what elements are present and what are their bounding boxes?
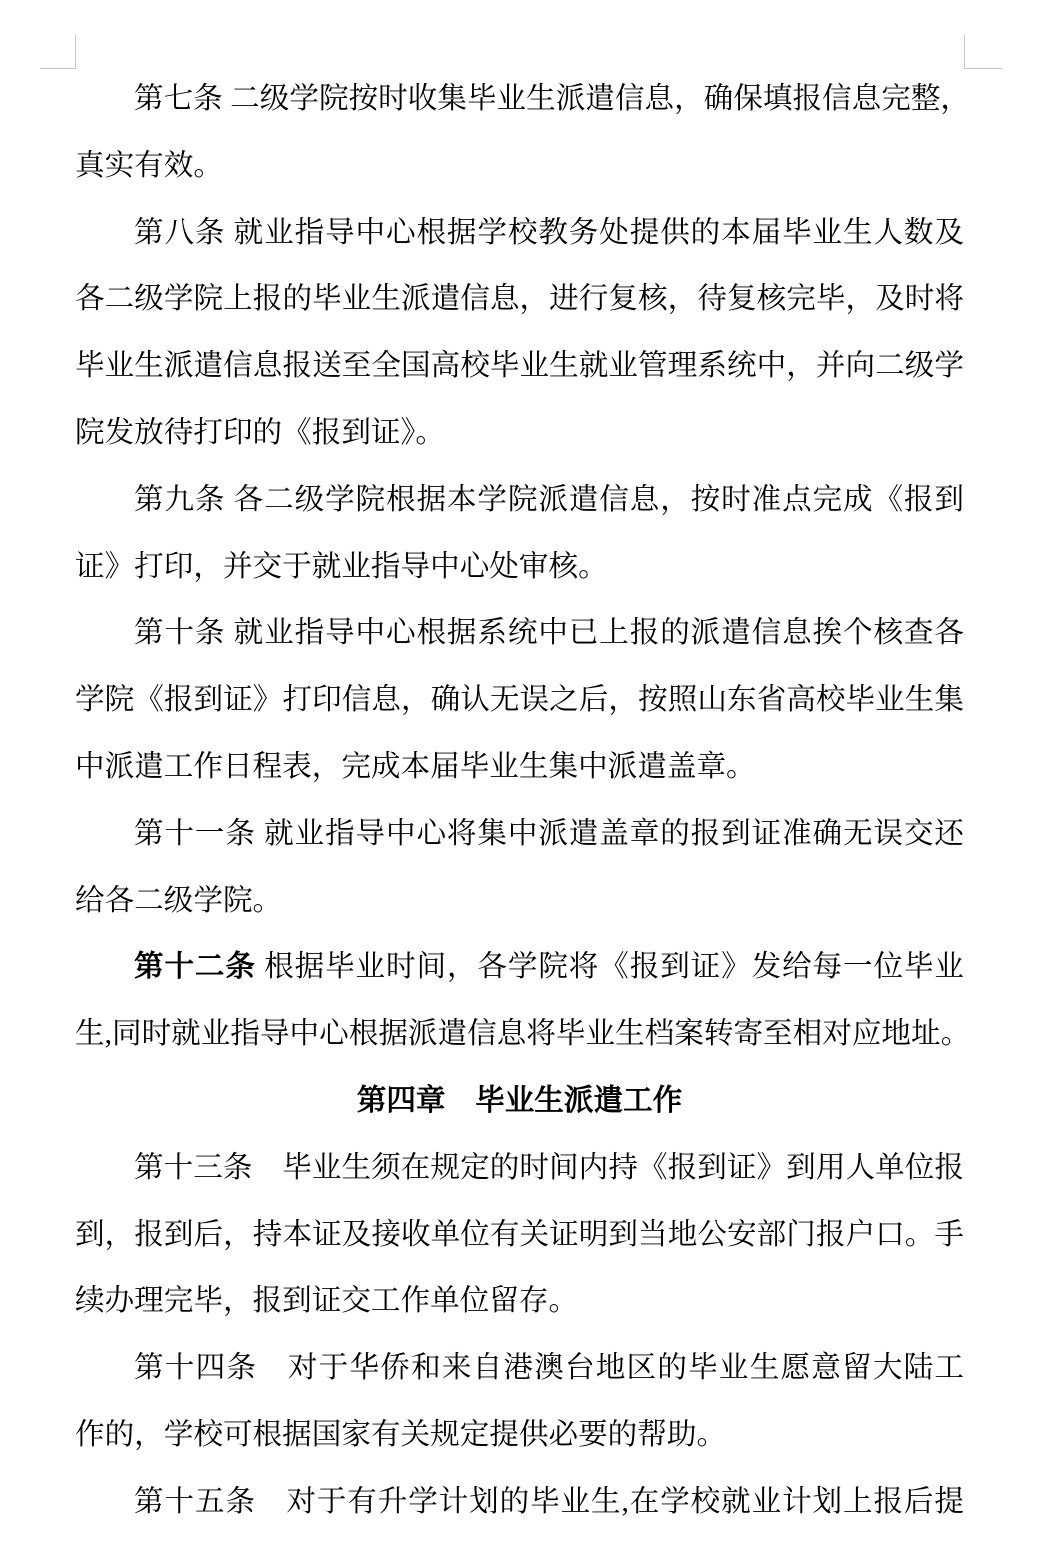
text-line	[75, 1469, 964, 1536]
text-line	[75, 133, 964, 200]
text-run: 证》打印，并交于就业指导中心处审核。	[75, 550, 608, 583]
text-run: 学院《报到证》打印信息，确认无误之后，按照山东省高校毕业生集	[75, 684, 964, 717]
text-run: 续办理完毕，报到证交工作单位留存。	[75, 1285, 579, 1318]
text-run: 真实有效。	[75, 149, 223, 182]
text-line	[75, 534, 964, 601]
text-run: 第九条 各二级学院根据本学院派遣信息，按时准点完成《报到	[134, 483, 964, 516]
document-body	[75, 66, 971, 1536]
crop-mark-top-left	[40, 35, 76, 69]
text-line	[75, 333, 964, 400]
text-run: 中派遣工作日程表，完成本届毕业生集中派遣盖章。	[75, 750, 756, 783]
text-line	[75, 1135, 964, 1202]
text-run: 生,同时就业指导中心根据派遣信息将毕业生档案转寄至相对应地址。	[75, 1018, 971, 1051]
text-line	[75, 1202, 964, 1269]
text-line	[75, 200, 964, 267]
text-line	[75, 467, 964, 534]
text-run: 给各二级学院。	[75, 884, 283, 917]
text-run: 到，报到后，持本证及接收单位有关证明到当地公安部门报户口。手	[75, 1218, 964, 1251]
text-line	[75, 868, 964, 935]
bold-text-run: 第四章 毕业生派遣工作	[356, 1084, 683, 1117]
text-run: 第八条 就业指导中心根据学校教务处提供的本届毕业生人数及	[134, 216, 964, 249]
text-line	[75, 266, 964, 333]
text-run: 第十三条 毕业生须在规定的时间内持《报到证》到用人单位报	[134, 1151, 964, 1184]
text-run: 第十四条 对于华侨和来自港澳台地区的毕业生愿意留大陆工	[134, 1352, 964, 1385]
text-line	[75, 934, 964, 1001]
text-line	[75, 734, 964, 801]
text-line	[75, 1335, 964, 1402]
text-run: 第十五条 对于有升学计划的毕业生,在学校就业计划上报后提	[134, 1485, 964, 1518]
text-line	[75, 600, 964, 667]
text-run: 第七条 二级学院按时收集毕业生派遣信息，确保填报信息完整，	[134, 83, 971, 115]
text-line	[75, 66, 971, 133]
chapter-heading	[75, 1068, 964, 1135]
text-run: 根据毕业时间，各学院将《报到证》发给每一位毕业	[255, 951, 965, 984]
crop-mark-top-right	[964, 35, 1002, 69]
text-line	[75, 400, 964, 467]
text-line	[75, 1268, 964, 1335]
text-run: 各二级学院上报的毕业生派遣信息，进行复核，待复核完毕，及时将	[75, 283, 964, 316]
text-run: 第十一条 就业指导中心将集中派遣盖章的报到证准确无误交还	[134, 817, 964, 850]
text-run: 第十条 就业指导中心根据系统中已上报的派遣信息挨个核查各	[134, 617, 964, 650]
text-line	[75, 801, 964, 868]
text-line	[75, 1402, 964, 1469]
bold-text-run: 第十二条	[134, 951, 256, 984]
text-line	[75, 1001, 971, 1068]
text-run: 作的，学校可根据国家有关规定提供必要的帮助。	[75, 1418, 727, 1451]
text-line	[75, 667, 964, 734]
text-run: 毕业生派遣信息报送至全国高校毕业生就业管理系统中，并向二级学	[75, 350, 964, 383]
text-run: 院发放待打印的《报到证》。	[75, 416, 445, 449]
